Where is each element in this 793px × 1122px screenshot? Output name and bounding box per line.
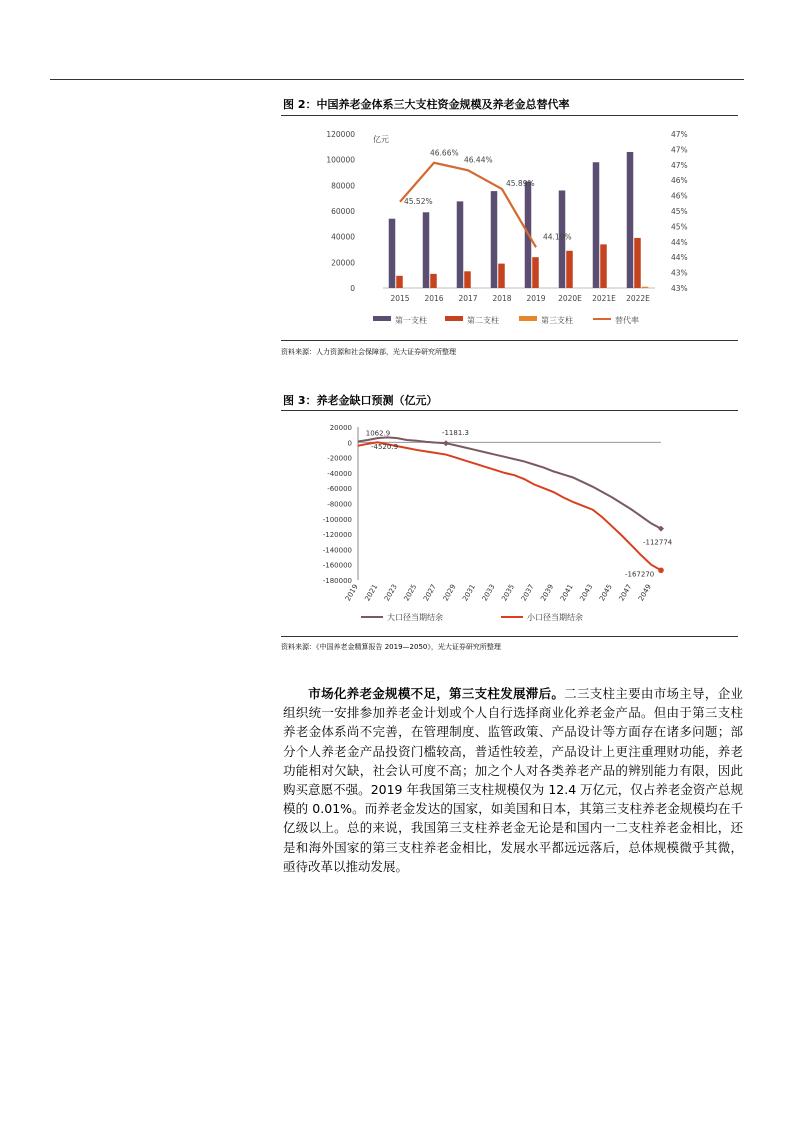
figure2-top-rule [281, 115, 738, 116]
y-tick-label: -180000 [322, 577, 352, 585]
bar-第二支柱 [566, 251, 573, 288]
body-lead: 市场化养老金规模不足，第三支柱发展滞后。 [308, 686, 565, 701]
bar-第三支柱 [642, 287, 649, 288]
x-tick-label: 2021E [592, 294, 616, 303]
y-right-tick-label: 47% [671, 160, 688, 170]
x-tick-label: 2020E [558, 294, 582, 303]
y-right-tick-label: 43% [671, 268, 688, 278]
figure2-bottom-rule [281, 340, 738, 341]
y-tick-label: 0 [347, 439, 352, 448]
series-line-大口径当期结余 [358, 437, 661, 528]
x-tick-label: 2017 [458, 294, 478, 303]
bar-第一支柱 [457, 201, 464, 288]
figure3-title: 图 3：养老金缺口预测（亿元） [283, 394, 438, 407]
legend-label: 替代率 [615, 316, 639, 325]
x-tick-label: 2025 [402, 583, 419, 603]
y-right-tick-label: 46% [671, 176, 688, 186]
figure2-title: 图 2：中国养老金体系三大支柱资金规模及养老金总替代率 [283, 98, 570, 111]
x-tick-label: 2023 [382, 583, 399, 603]
end-marker-2 [658, 567, 664, 573]
y-tick-label: -80000 [327, 500, 352, 509]
bar-第二支柱 [498, 264, 505, 288]
y-right-tick-label: 45% [671, 222, 688, 232]
legend-label: 小口径当期结余 [527, 613, 583, 622]
line-data-label: 46.44% [464, 155, 493, 165]
x-tick-label: 2039 [539, 583, 556, 603]
x-tick-label: 2019 [526, 294, 546, 303]
y-left-tick-label: 40000 [331, 232, 355, 242]
y-tick-label: -160000 [322, 561, 352, 570]
bar-第二支柱 [464, 271, 471, 288]
legend-label: 第一支柱 [395, 316, 427, 325]
y-left-tick-label: 120000 [326, 130, 355, 139]
y-tick-label: -60000 [327, 485, 352, 494]
marker-2028 [443, 440, 449, 446]
x-tick-label: 2037 [519, 583, 536, 603]
figure2-chart [283, 118, 723, 333]
bar-第一支柱 [627, 152, 634, 288]
y-right-tick-label: 45% [671, 207, 688, 216]
y-right-tick-label: 47% [671, 130, 688, 139]
legend-label: 第二支柱 [467, 316, 499, 325]
y-right-tick-label: 44% [671, 237, 688, 247]
y-left-tick-label: 20000 [331, 258, 355, 268]
x-tick-label: 2027 [422, 583, 438, 603]
figure2-source: 资料来源：人力资源和社会保障部，光大证券研究所整理 [281, 348, 456, 356]
body-paragraph [283, 684, 743, 876]
y-tick-label: -40000 [327, 469, 352, 478]
y-tick-label: -100000 [322, 515, 352, 524]
y-right-tick-label: 47% [671, 145, 688, 155]
line-data-label: 45.89% [506, 179, 535, 189]
bar-第二支柱 [634, 238, 641, 288]
series-line-小口径当期结余 [358, 442, 661, 570]
bar-第二支柱 [532, 257, 539, 288]
y-left-tick-label: 0 [350, 284, 355, 293]
legend-swatch [519, 316, 537, 321]
legend-swatch [373, 316, 391, 321]
y-left-tick-label: 100000 [326, 155, 355, 165]
bar-第一支柱 [593, 162, 600, 288]
y-tick-label: 20000 [329, 424, 352, 432]
legend-label: 大口径当期结余 [387, 613, 443, 622]
x-tick-label: 2049 [637, 583, 653, 603]
x-tick-label: 2047 [617, 583, 634, 603]
bar-第二支柱 [430, 274, 437, 288]
y-tick-label: -120000 [322, 531, 352, 540]
annotation-label: -167270 [625, 570, 655, 579]
unit-label: 亿元 [373, 135, 389, 144]
y-right-tick-label: 44% [671, 253, 688, 263]
y-left-tick-label: 60000 [331, 207, 355, 216]
y-tick-label: -20000 [327, 454, 352, 463]
x-tick-label: 2041 [558, 583, 575, 603]
bar-第二支柱 [396, 276, 403, 288]
bar-第一支柱 [491, 191, 498, 288]
y-tick-label: -140000 [322, 546, 352, 555]
bar-第一支柱 [423, 212, 430, 288]
x-tick-label: 2021 [363, 583, 380, 603]
x-tick-label: 2016 [424, 294, 444, 303]
body-text: 二三支柱主要由市场主导，企业组织统一安排参加养老金计划或个人自行选择商业化养老金产品。但由于第三支柱养老金体系尚不完善，在管理制度、监管政策、产品设计等方面存在诸多问题；部分个人养老金产品投资门槛较高，普适性较差，产品设计上更注重理财功能，养老功能相对欠缺，社会认可度不高；加之个人对各类养老产品的辨别能力有限，因此购买意愿不强。2019 年我国第三支柱规模仅为 12.4 万亿元，仅占养老金资产总规模的 0.01%。而养老金发达的国家，如美国和日本，其第三支柱养老金规模均在千亿级以上。总的来说，我国第三支柱养老金无论是和国内一二支柱养老金相比，还是和海外国家的第三支柱养老金相比，发展水平都远远落后，总体规模微乎其微，亟待改革以推动发展。 [283, 686, 743, 874]
legend-swatch [445, 316, 463, 321]
y-right-tick-label: 43% [671, 284, 688, 293]
line-data-label: 46.66% [430, 148, 459, 158]
line-data-label: 45.52% [404, 196, 433, 206]
x-tick-label: 2015 [390, 294, 410, 303]
x-tick-label: 2035 [500, 583, 517, 603]
x-tick-label: 2033 [480, 583, 497, 603]
annotation-label: -112774 [643, 538, 673, 547]
annotation-label: 1062.9 [365, 429, 391, 438]
x-tick-label: 2029 [441, 583, 458, 603]
legend-label: 第三支柱 [541, 316, 573, 325]
figure3-bottom-rule [281, 636, 738, 637]
figure3-top-rule [281, 410, 738, 411]
page-header-rule [50, 79, 744, 80]
line-data-label: 44.19% [543, 232, 572, 242]
x-tick-label: 2045 [598, 583, 614, 603]
x-tick-label: 2019 [343, 583, 360, 603]
x-tick-label: 2018 [492, 294, 512, 303]
y-left-tick-label: 80000 [331, 181, 355, 191]
annotation-label: -1181.3 [441, 429, 469, 438]
x-tick-label: 2043 [578, 583, 595, 603]
bar-第一支柱 [389, 219, 396, 288]
x-tick-label: 2031 [461, 583, 478, 603]
x-tick-label: 2022E [626, 294, 650, 303]
annotation-label: -4520.9 [371, 442, 399, 451]
figure3-chart [283, 414, 723, 634]
figure3-source: 资料来源：《中国养老金精算报告 2019—2050》，光大证券研究所整理 [281, 643, 501, 651]
bar-第二支柱 [600, 244, 607, 288]
y-right-tick-label: 46% [671, 191, 688, 201]
